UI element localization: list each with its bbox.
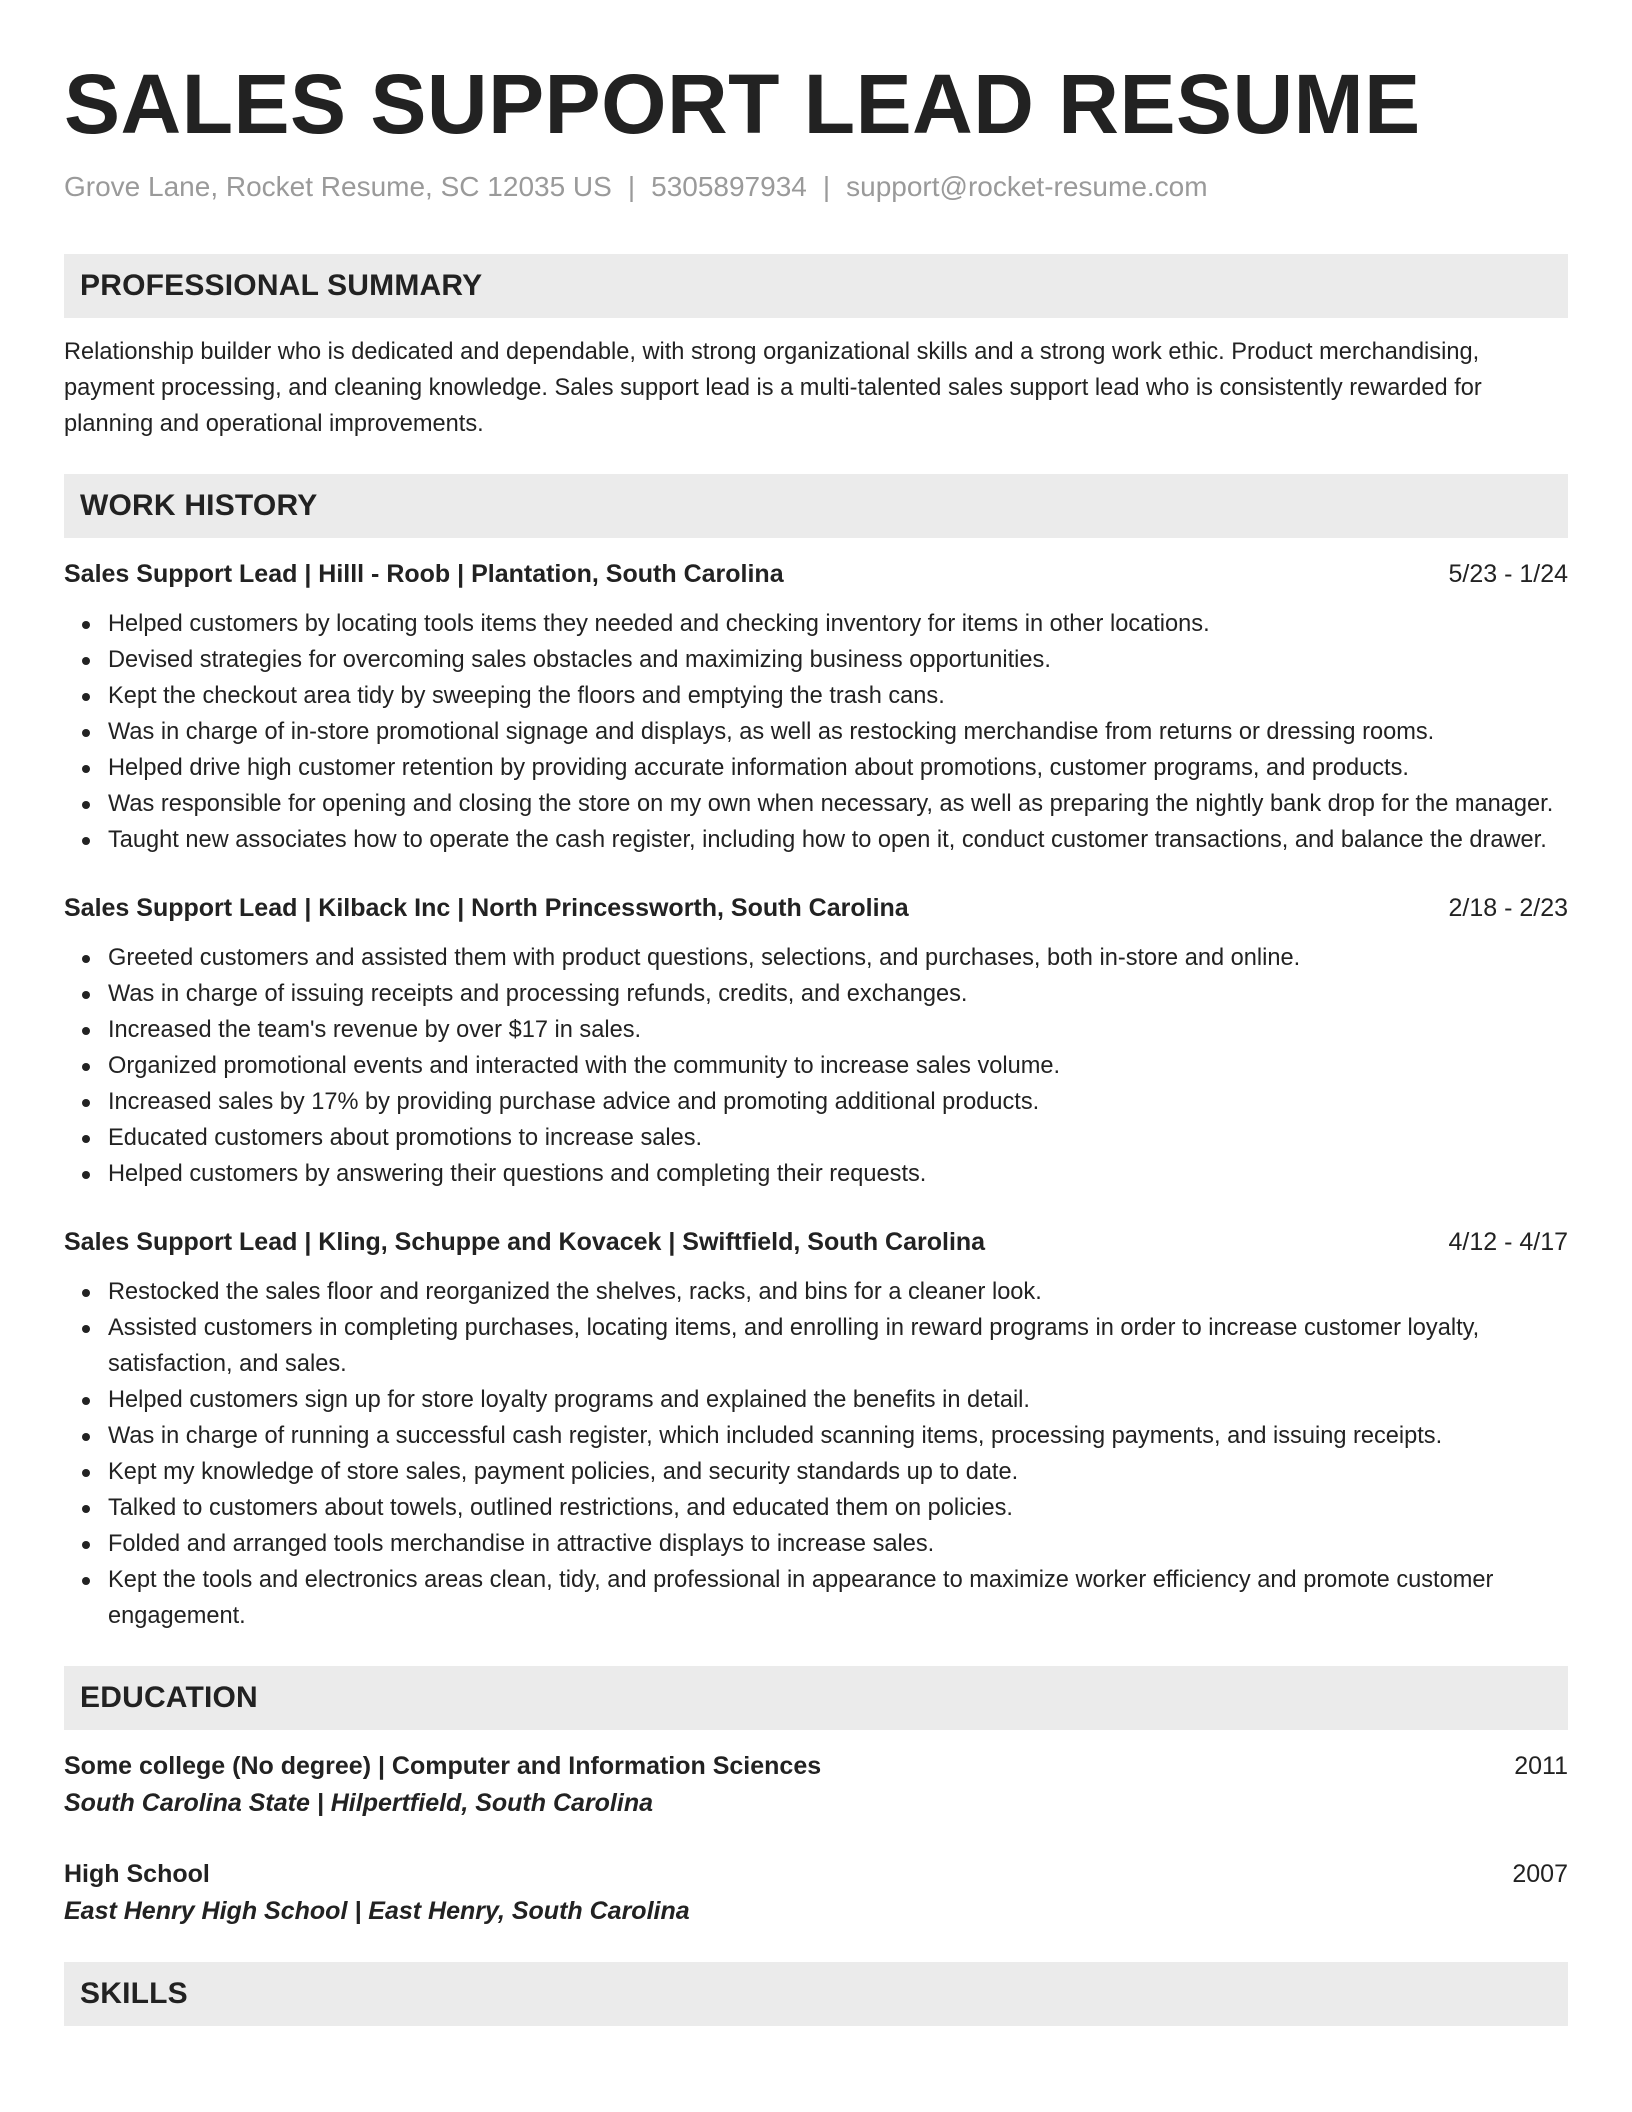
job-bullet: Assisted customers in completing purchases, locating items, and enrolling in reward programs in order to increase customer loyalty, satisfaction, and sales.	[108, 1310, 1568, 1382]
job-bullet: Folded and arranged tools merchandise in attractive displays to increase sales.	[108, 1526, 1568, 1562]
job-bullet: Was in charge of in-store promotional signage and displays, as well as restocking merchandise from returns or dressing rooms.	[108, 714, 1568, 750]
section-heading-education	[64, 1666, 1568, 1730]
job-title: Sales Support Lead | Hilll - Roob | Plantation, South Carolina	[64, 560, 784, 588]
contact-address: Grove Lane, Rocket Resume, SC 12035 US	[64, 171, 612, 202]
resume-title: SALES SUPPORT LEAD RESUME	[64, 57, 1421, 151]
education-entry	[64, 1748, 1568, 1822]
education-header	[64, 1748, 1568, 1784]
job-bullet: Increased the team's revenue by over $17 in sales.	[108, 1012, 1568, 1048]
section-heading-label: WORK HISTORY	[80, 489, 318, 522]
job-bullet: Greeted customers and assisted them with product questions, selections, and purchases, both in-store and online.	[108, 940, 1568, 976]
education-degree: Some college (No degree) | Computer and Information Sciences	[64, 1752, 822, 1780]
contact-phone: 5305897934	[651, 171, 807, 202]
education-entry	[64, 1856, 1568, 1930]
job-bullet: Helped customers by locating tools items they needed and checking inventory for items in other locations.	[108, 606, 1568, 642]
job-dates: 5/23 - 1/24	[1448, 560, 1568, 588]
job-bullet: Educated customers about promotions to increase sales.	[108, 1120, 1568, 1156]
job-entry	[64, 1224, 1568, 1634]
job-bullet: Organized promotional events and interacted with the community to increase sales volume.	[108, 1048, 1568, 1084]
section-heading-label: PROFESSIONAL SUMMARY	[80, 269, 483, 302]
job-bullet: Was responsible for opening and closing the store on my own when necessary, as well as preparing the nightly bank drop for the manager.	[108, 786, 1568, 822]
job-header	[64, 890, 1568, 926]
job-bullets	[64, 940, 1568, 1192]
job-bullet: Kept the tools and electronics areas clean, tidy, and professional in appearance to maximize worker efficiency and promote customer engagement.	[108, 1562, 1568, 1634]
contact-email: support@rocket-resume.com	[846, 171, 1208, 202]
job-title: Sales Support Lead | Kilback Inc | North Princessworth, South Carolina	[64, 894, 909, 922]
job-bullet: Increased sales by 17% by providing purchase advice and promoting additional products.	[108, 1084, 1568, 1120]
job-dates: 2/18 - 2/23	[1448, 894, 1568, 922]
job-bullet: Helped customers sign up for store loyalty programs and explained the benefits in detail.	[108, 1382, 1568, 1418]
job-title: Sales Support Lead | Kling, Schuppe and Kovacek | Swiftfield, South Carolina	[64, 1228, 986, 1256]
job-bullets	[64, 1274, 1568, 1634]
summary-text: Relationship builder who is dedicated and dependable, with strong organizational skills and a strong work ethic. Product merchandising, payment processing, and cleaning knowledge. Sales support lead is a multi-talented sales support lead who is consistently rewarded for planning and operational improvements.	[64, 339, 1482, 437]
job-bullet: Restocked the sales floor and reorganized the shelves, racks, and bins for a cleaner look.	[108, 1274, 1568, 1310]
contact-separator: |	[627, 171, 636, 202]
job-bullet: Talked to customers about towels, outlined restrictions, and educated them on policies.	[108, 1490, 1568, 1526]
job-bullet: Was in charge of running a successful cash register, which included scanning items, processing payments, and issuing receipts.	[108, 1418, 1568, 1454]
education-header	[64, 1856, 1568, 1892]
job-bullet: Taught new associates how to operate the cash register, including how to open it, conduct customer transactions, and balance the drawer.	[108, 822, 1568, 858]
job-header	[64, 556, 1568, 592]
contact-line	[64, 170, 1568, 204]
job-bullet: Kept the checkout area tidy by sweeping the floors and emptying the trash cans.	[108, 678, 1568, 714]
section-heading-label: EDUCATION	[80, 1681, 258, 1714]
job-bullet: Devised strategies for overcoming sales obstacles and maximizing business opportunities.	[108, 642, 1568, 678]
section-heading-work-history	[64, 474, 1568, 538]
job-dates: 4/12 - 4/17	[1448, 1228, 1568, 1256]
job-entry	[64, 556, 1568, 858]
job-header	[64, 1224, 1568, 1260]
section-heading-label: SKILLS	[80, 1977, 188, 2010]
job-bullet: Was in charge of issuing receipts and processing refunds, credits, and exchanges.	[108, 976, 1568, 1012]
education-year: 2007	[1512, 1860, 1568, 1888]
job-bullet: Kept my knowledge of store sales, payment policies, and security standards up to date.	[108, 1454, 1568, 1490]
job-bullet: Helped customers by answering their questions and completing their requests.	[108, 1156, 1568, 1192]
job-entry	[64, 890, 1568, 1192]
education-year: 2011	[1514, 1752, 1568, 1780]
section-heading-skills	[64, 1962, 1568, 2026]
contact-separator: |	[822, 171, 831, 202]
education-school: East Henry High School | East Henry, South Carolina	[64, 1897, 690, 1925]
education-degree: High School	[64, 1860, 210, 1888]
job-bullet: Helped drive high customer retention by providing accurate information about promotions, customer programs, and products.	[108, 750, 1568, 786]
job-bullets	[64, 606, 1568, 858]
education-school: South Carolina State | Hilpertfield, South Carolina	[64, 1789, 653, 1817]
section-heading-summary	[64, 254, 1568, 318]
